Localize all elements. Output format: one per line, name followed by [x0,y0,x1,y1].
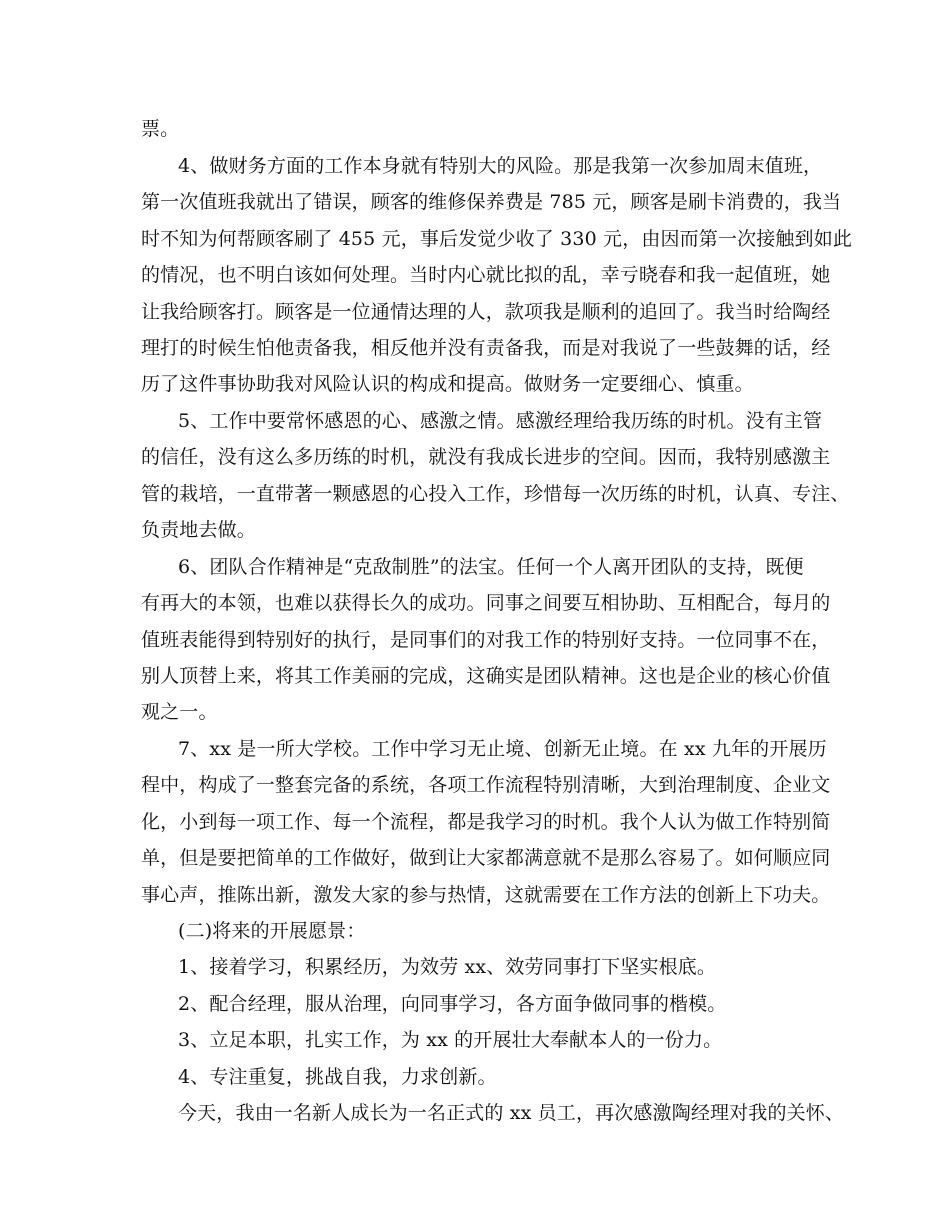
text-line: 让我给顾客打。顾客是一位通情达理的人，款项我是顺利的追回了。我当时给陶经 [141,301,831,323]
text-line: 程中，构成了一整套完备的系统，各项工作流程特别清晰，大到治理制度、企业文 [141,774,831,796]
list-item: 1、接着学习，积累经历，为效劳 xx、效劳同事打下坚实根底。 [178,956,717,978]
paragraph-closing-start: 今天，我由一名新人成长为一名正式的 xx 员工，再次感激陶经理对我的关怀、 [178,1102,845,1124]
text-line: 的情况，也不明白该如何处理。当时内心就比拟的乱，幸亏晓春和我一起值班，她 [141,264,831,286]
text-line: 值班表能得到特别好的执行，是同事们的对我工作的特别好支持。一位同事不在， [141,629,831,651]
list-item: 3、立足本职，扎实工作，为 xx 的开展壮大奉献本人的一份力。 [178,1029,723,1051]
text-line: 事心声，推陈出新，激发大家的参与热情，这就需要在工作方法的创新上下功夫。 [141,884,831,906]
section-heading: (二)将来的开展愿景： [178,920,366,942]
text-line: 观之一。 [141,701,218,723]
paragraph-6-start: 6、团队合作精神是“克敌制胜”的法宝。任何一个人离开团队的支持，既便 [178,556,804,578]
text-line: 票。 [141,118,180,140]
text-line: 第一次值班我就出了错误，顾客的维修保养费是 785 元，顾客是刷卡消费的，我当 [141,191,842,213]
text-line: 时不知为何帮顾客刷了 455 元，事后发觉少收了 330 元，由因而第一次接触到如此 [141,228,852,250]
text-line: 有再大的本领，也难以获得长久的成功。同事之间要互相协助、互相配合，每月的 [141,592,831,614]
text-line: 理打的时候生怕他责备我，相反他并没有责备我，而是对我说了一些鼓舞的话，经 [141,337,831,359]
text-line: 历了这件事协助我对风险认识的构成和提高。做财务一定要细心、慎重。 [141,373,754,395]
text-line: 管的栽培，一直带著一颗感恩的心投入工作，珍惜每一次历练的时机，认真、专注、 [141,483,850,505]
text-line: 别人顶替上来，将其工作美丽的完成，这确实是团队精神。这也是企业的核心价值 [141,665,831,687]
paragraph-7-start: 7、xx 是一所大学校。工作中学习无止境、创新无止境。在 xx 九年的开展历 [178,738,827,760]
paragraph-4-start: 4、做财务方面的工作本身就有特别大的风险。那是我第一次参加周末值班， [178,155,823,177]
paragraph-5-start: 5、工作中要常怀感恩的心、感激之情。感激经理给我历练的时机。没有主管 [178,410,823,432]
text-line: 的信任，没有这么多历练的时机，就没有我成长进步的空间。因而，我特别感激主 [141,446,831,468]
text-line: 单，但是要把简单的工作做好，做到让大家都满意就不是那么容易了。如何顺应同 [141,847,831,869]
list-item: 2、配合经理，服从治理，向同事学习，各方面争做同事的楷模。 [178,993,727,1015]
list-item: 4、专注重复，挑战自我，力求创新。 [178,1066,497,1088]
text-line: 负责地去做。 [141,519,256,541]
text-line: 化，小到每一项工作、每一个流程，都是我学习的时机。我个人认为做工作特别简 [141,811,831,833]
